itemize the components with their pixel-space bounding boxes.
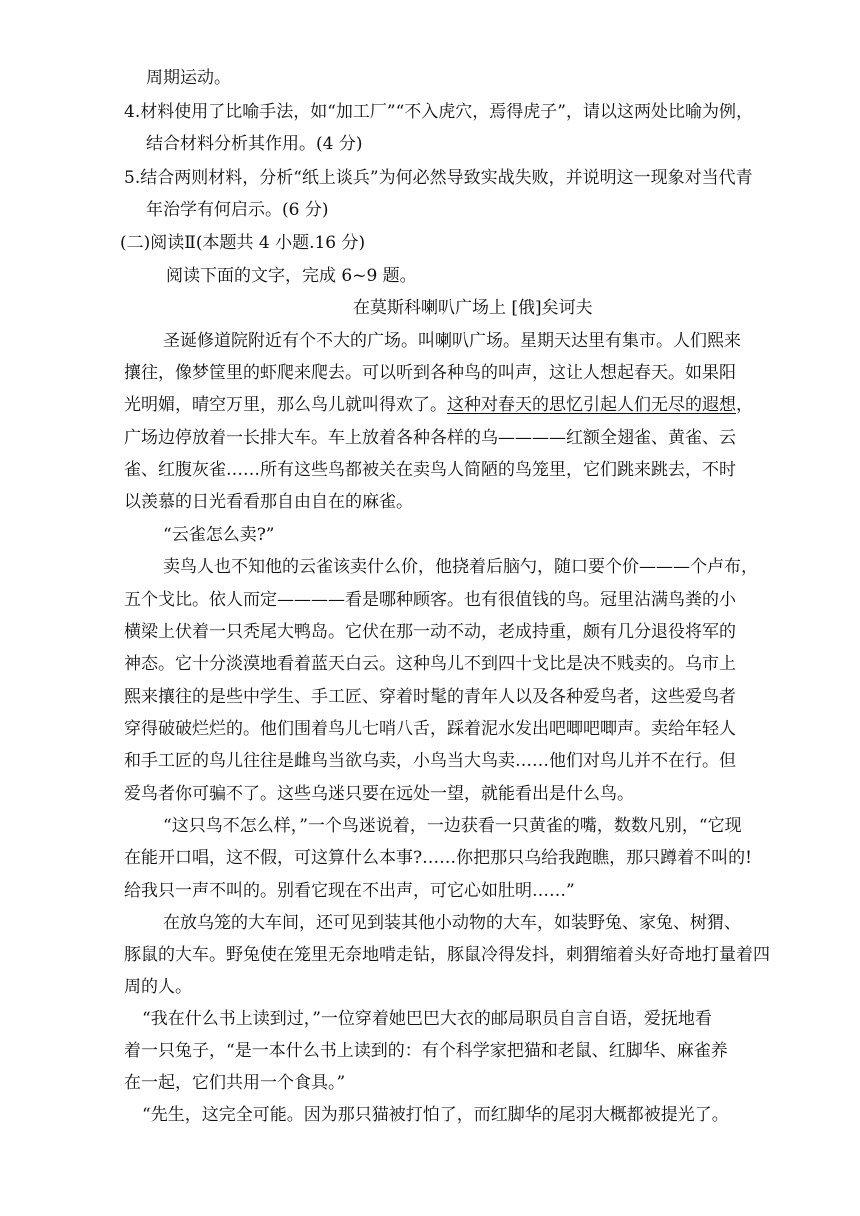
p1-line-1: 圣诞修道院附近有个不大的广场。叫喇叭广场。星期天达里有集市。人们熙来 bbox=[163, 331, 741, 351]
p3-line-8: 爱鸟者你可骗不了。这些乌迷只要在远处一望，就能看出是什么鸟。 bbox=[124, 784, 634, 804]
p1-line-3-post: ， bbox=[736, 395, 753, 415]
p3-line-2: 五个戈比。依人而定————看是哪种顾客。也有很值钱的鸟。冠里沾满鸟粪的小 bbox=[124, 590, 736, 610]
p4-line-2: 在能开口唱，这不假，可这算什么本事?……你把那只乌给我跑瞧，那只蹲着不叫的! bbox=[124, 848, 752, 868]
question-3-tail: 周期运动。 bbox=[146, 68, 231, 88]
p3-line-6: 穿得破破烂烂的。他们围着鸟儿七哨八舌，踩着泥水发出吧唧吧唧声。卖给年轻人 bbox=[124, 719, 736, 739]
p4-line-3: 给我只一声不叫的。别看它现在不出声，可它心如肚明……” bbox=[124, 881, 575, 901]
question-5-line-1: 5.结合两则材料，分析“纸上谈兵”为何必然导致实战失败，并说明这一现象对当代青 bbox=[124, 168, 753, 188]
p3-line-3: 横梁上伏着一只秃尾大鸭岛。它伏在那一动不动，老成持重，颇有几分退役将军的 bbox=[124, 622, 736, 642]
p6-line-2: 着一只兔子，“是一本什么书上读到的：有个科学家把猫和老鼠、红脚华、麻雀养 bbox=[124, 1041, 728, 1061]
section-heading: (二)阅读Ⅱ(本题共 4 小题.16 分) bbox=[120, 233, 366, 253]
p2-dialogue: “云雀怎么卖?” bbox=[163, 525, 275, 545]
p5-line-2: 豚鼠的大车。野兔使在笼里无奈地啃走钻，豚鼠冷得发抖，刺猬缩着头好奇地打量着四 bbox=[124, 945, 770, 965]
p5-line-1: 在放乌笼的大车间，还可见到装其他小动物的大车，如装野兔、家兔、树猬、 bbox=[163, 913, 741, 933]
p4-line-1: “这只鸟不怎么样，”一个鸟迷说着，一边获看一只黄雀的嘴，数数凡别，“它现 bbox=[163, 816, 742, 836]
p3-line-1: 卖鸟人也不知他的云雀该卖什么价，他挠着后脑勺，随口要个价———个卢布， bbox=[163, 557, 758, 577]
p3-line-5: 熙来攘往的是些中学生、手工匠、穿着时髦的青年人以及各种爱鸟者，这些爱鸟者 bbox=[124, 687, 736, 707]
p1-line-2: 攘往，像梦筐里的虾爬来爬去。可以听到各种鸟的叫声，这让人想起春天。如果阳 bbox=[124, 363, 736, 383]
p1-line-4: 广场边停放着一长排大车。车上放着各种各样的乌————红额全翅雀、黄雀、云 bbox=[124, 428, 736, 448]
underlined-phrase: 这种对春天的思忆引起人们无尽的遐想 bbox=[447, 395, 736, 415]
p6-line-3: 在一起，它们共用一个食具。” bbox=[124, 1073, 346, 1093]
p3-line-4: 神态。它十分淡漠地看着蓝天白云。这种鸟儿不到四十戈比是决不贱卖的。乌市上 bbox=[124, 654, 736, 674]
p1-line-3-pre: 光明媚，晴空万里，那么鸟儿就叫得欢了。 bbox=[124, 395, 447, 415]
section-instruction: 阅读下面的文字，完成 6~9 题。 bbox=[166, 266, 417, 286]
passage-title: 在莫斯科喇叭广场上 [俄]矣诃夫 bbox=[353, 298, 593, 318]
p3-line-7: 和手工匠的鸟儿往往是雌鸟当欲乌卖，小鸟当大鸟卖……他们对鸟儿并不在行。但 bbox=[124, 751, 736, 771]
p1-line-3 bbox=[124, 394, 753, 416]
question-4-line-2: 结合材料分析其作用。(4 分) bbox=[146, 134, 363, 154]
p7-line-1: “先生，这完全可能。因为那只猫被打怕了，而红脚华的尾羽大概都被提光了。 bbox=[142, 1105, 729, 1125]
question-4-line-1: 4.材料使用了比喻手法，如“加工厂”“不入虎穴，焉得虎子”，请以这两处比喻为例， bbox=[124, 102, 753, 122]
p1-line-5: 雀、红腹灰雀……所有这些鸟都被关在卖鸟人简陋的鸟笼里，它们跳来跳去，不时 bbox=[124, 460, 736, 480]
p6-line-1: “我在什么书上读到过，”一位穿着她巴巴大衣的邮局职员自言自语，爱抚地看 bbox=[142, 1009, 712, 1029]
p5-line-3: 周的人。 bbox=[124, 977, 192, 997]
p1-line-6: 以羡慕的日光看看那自由自在的麻雀。 bbox=[124, 492, 413, 512]
question-5-line-2: 年治学有何启示。(6 分) bbox=[146, 200, 329, 220]
